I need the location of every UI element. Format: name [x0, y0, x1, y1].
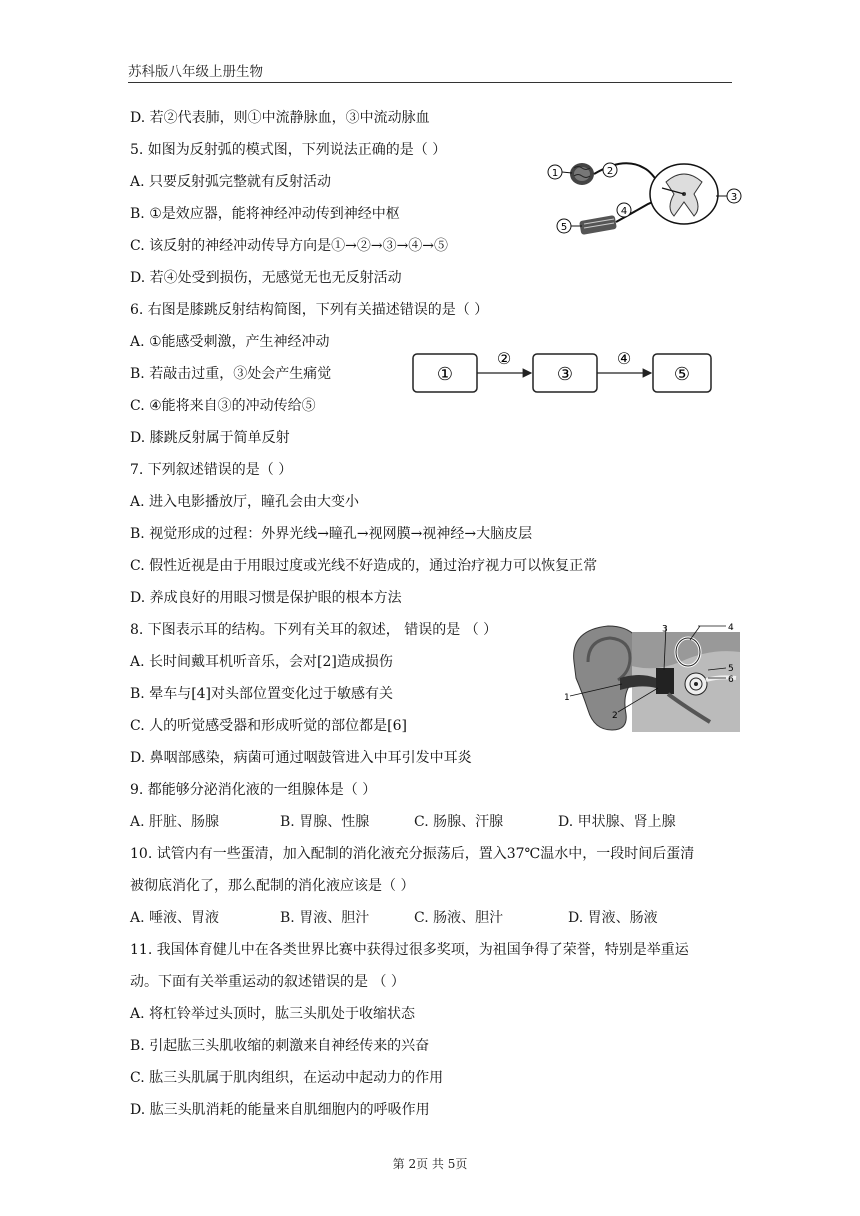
knee-jerk-figure [405, 342, 715, 400]
q11-stem-line2: 动。下面有关举重运动的叙述错误的是 （ ） [130, 974, 405, 990]
q5-option-a: A. 只要反射弧完整就有反射活动 [130, 174, 332, 190]
svg-text:3: 3 [730, 192, 738, 203]
spinal-cord [650, 164, 718, 224]
ear-label-4: 4 [728, 623, 734, 633]
svg-text:4: 4 [620, 206, 628, 217]
ear-figure [560, 622, 740, 734]
q9-option-a: A. 肝脏、肠腺 [130, 814, 220, 830]
page-footer: 第 2页 共 5页 [392, 1157, 468, 1171]
reflex-label-4 [617, 203, 631, 217]
knee-box-5-label: ⑤ [673, 364, 691, 385]
q7-option-c: C. 假性近视是由于用眼过度或光线不好造成的，通过治疗视力可以恢复正常 [130, 558, 598, 574]
q7-option-b: B. 视觉形成的过程：外界光线→瞳孔→视网膜→视神经→大脑皮层 [130, 526, 533, 542]
q5-option-d: D. 若④处受到损伤，无感觉无也无反射活动 [130, 270, 402, 286]
q9-stem: 9. 都能够分泌消化液的一组腺体是（ ） [130, 782, 377, 798]
ear-label-5: 5 [728, 664, 734, 674]
ear-label-6: 6 [728, 675, 734, 685]
q4-option-d: D. 若②代表肺，则①中流静脉血，③中流动脉血 [130, 110, 430, 126]
q6-option-c: C. ④能将来自③的冲动传给⑤ [130, 398, 316, 414]
q5-stem: 5. 如图为反射弧的模式图，下列说法正确的是（ ） [130, 142, 447, 158]
q5-option-c: C. 该反射的神经冲动传导方向是①→②→③→④→⑤ [130, 238, 449, 254]
reflex-receptor [570, 163, 594, 185]
cochlea [685, 673, 707, 695]
ear-label-2: 2 [612, 711, 618, 721]
svg-text:5: 5 [560, 222, 568, 233]
knee-arrow-2-label: ④ [616, 349, 632, 368]
header-title: 苏科版八年级上册生物 [128, 64, 263, 80]
q9-option-c: C. 肠腺、汗腺 [414, 814, 504, 830]
q8-option-d: D. 鼻咽部感染，病菌可通过咽鼓管进入中耳引发中耳炎 [130, 750, 472, 766]
reflex-label-1 [548, 165, 562, 179]
q8-stem: 8. 下图表示耳的结构。下列有关耳的叙述， 错误的是 （ ） [130, 622, 498, 638]
q7-stem: 7. 下列叙述错误的是（ ） [130, 462, 293, 478]
q10-option-d: D. 胃液、肠液 [568, 910, 658, 926]
reflex-label-2 [603, 163, 617, 177]
q7-option-d: D. 养成良好的用眼习惯是保护眼的根本方法 [130, 590, 402, 606]
reflex-effector [579, 215, 617, 235]
ear-label-3: 3 [662, 624, 668, 635]
q10-option-b: B. 胃液、胆汁 [280, 910, 370, 926]
reflex-label-5 [557, 219, 571, 233]
q11-option-b: B. 引起肱三头肌收缩的刺激来自神经传来的兴奋 [130, 1038, 430, 1054]
q11-option-a: A. 将杠铃举过头顶时，肱三头肌处于收缩状态 [130, 1006, 416, 1022]
q10-option-c: C. 肠液、胆汁 [414, 910, 504, 926]
q9-option-d: D. 甲状腺、肾上腺 [558, 814, 676, 830]
q9-option-b: B. 胃腺、性腺 [280, 814, 370, 830]
q10-stem-line2: 被彻底消化了，那么配制的消化液应该是（ ） [130, 878, 415, 894]
q6-stem: 6. 右图是膝跳反射结构简图，下列有关描述错误的是（ ） [130, 302, 489, 318]
q6-option-b: B. 若敲击过重，③处会产生痛觉 [130, 366, 332, 382]
q8-option-b: B. 晕车与[4]对头部位置变化过于敏感有关 [130, 686, 394, 702]
q10-stem-line1: 10. 试管内有一些蛋清，加入配制的消化液充分振荡后，置入37℃温水中，一段时间后蛋清 [130, 846, 695, 862]
header-rule [128, 82, 732, 83]
q10-option-a: A. 唾液、胃液 [130, 910, 220, 926]
q11-stem-line1: 11. 我国体育健儿中在各类世界比赛中获得过很多奖项，为祖国争得了荣誉，特别是举重运 [130, 942, 689, 958]
reflex-arc-figure [544, 146, 744, 242]
knee-arrow-1-label: ② [496, 349, 512, 368]
q11-option-d: D. 肱三头肌消耗的能量来自肌细胞内的呼吸作用 [130, 1102, 430, 1118]
knee-box-3-label: ③ [556, 364, 574, 385]
q11-option-c: C. 肱三头肌属于肌肉组织，在运动中起动力的作用 [130, 1070, 444, 1086]
q8-option-c: C. 人的听觉感受器和形成听觉的部位都是[6] [130, 718, 407, 734]
ear-label-1: 1 [564, 693, 570, 703]
q6-option-d: D. 膝跳反射属于简单反射 [130, 430, 290, 446]
q8-option-a: A. 长时间戴耳机听音乐，会对[2]造成损伤 [130, 654, 393, 670]
knee-box-1-label: ① [436, 364, 454, 385]
svg-text:2: 2 [606, 166, 614, 177]
q6-option-a: A. ①能感受刺激，产生神经冲动 [130, 334, 330, 350]
q7-option-a: A. 进入电影播放厅，瞳孔会由大变小 [130, 494, 360, 510]
q5-option-b: B. ①是效应器，能将神经冲动传到神经中枢 [130, 206, 400, 222]
svg-text:1: 1 [551, 168, 559, 179]
middle-ear [656, 668, 674, 694]
reflex-label-3 [727, 189, 741, 203]
